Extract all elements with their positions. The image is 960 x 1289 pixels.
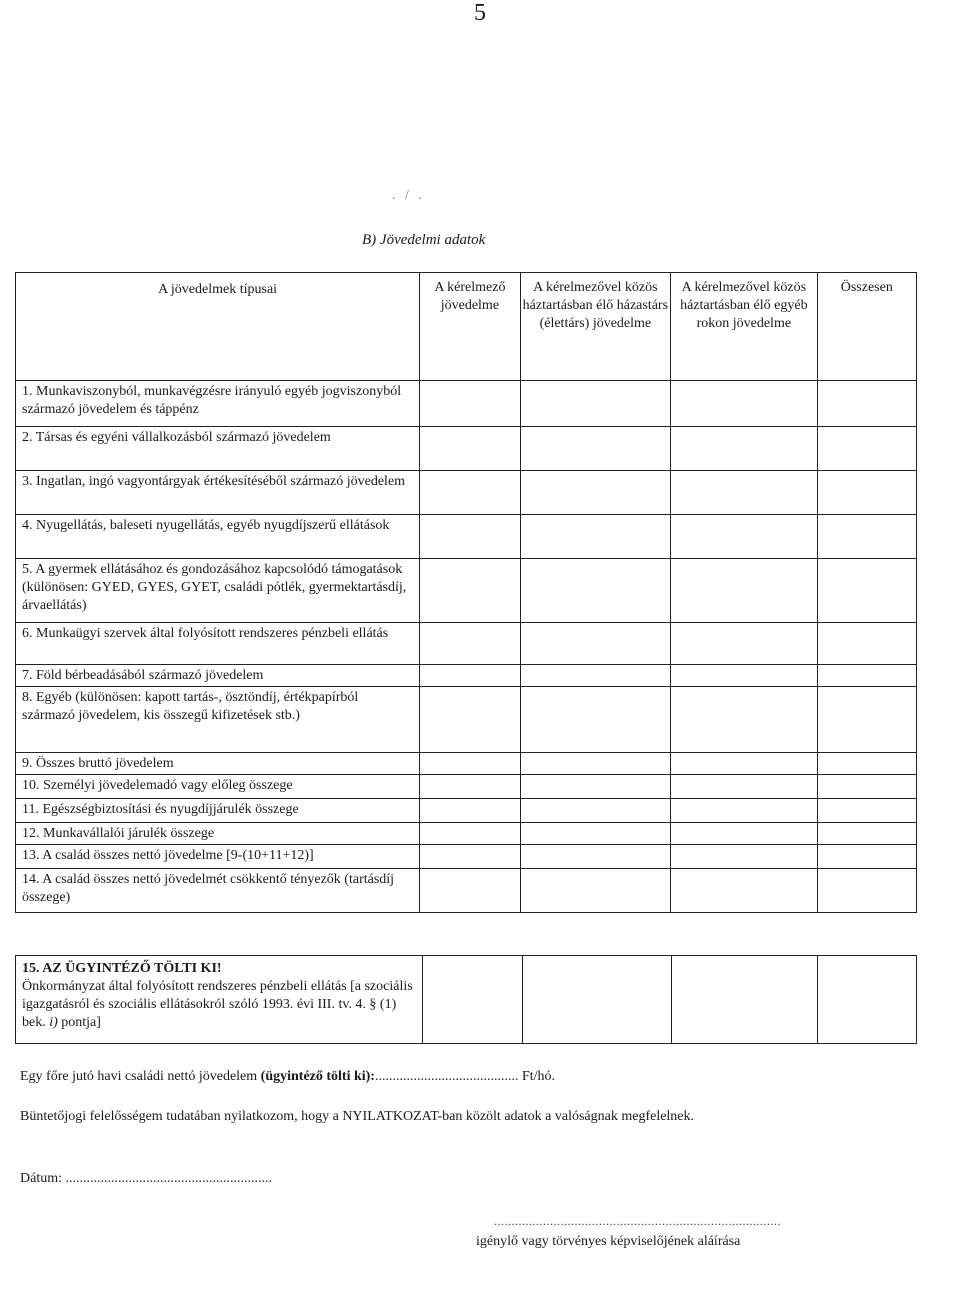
- income-row: [16, 753, 917, 775]
- header-spouse-income: A kérelmezővel közös háztartásban élő házastárs (élettárs) jövedelme: [520, 273, 670, 381]
- header-total: Összesen: [817, 273, 916, 381]
- clerk-text: Önkormányzat által folyósított rendszeres pénzbeli ellátás [a szociális igazgatásról és szociális ellátásokról szóló 1993. évi III. tv. 4. § (1) bek.: [22, 979, 413, 1030]
- income-cell-total[interactable]: [817, 823, 916, 845]
- header-income-type: A jövedelmek típusai: [16, 273, 420, 381]
- income-row-label: 8. Egyéb (különösen: kapott tartás-, ösztöndíj, értékpapírból származó jövedelem, kis összegű kifizetések stb.): [16, 687, 420, 753]
- income-row-label: 7. Föld bérbeadásából származó jövedelem: [16, 665, 420, 687]
- income-cell-applicant[interactable]: [420, 381, 521, 427]
- per-capita-dots[interactable]: .........................................: [374, 1069, 519, 1084]
- income-cell-relative[interactable]: [671, 665, 818, 687]
- income-rows: [16, 381, 917, 913]
- income-row-label: 5. A gyermek ellátásához és gondozásához kapcsolódó támogatások (különösen: GYED, GYES, GYET, családi pótlék, gyermektartásdíj, árvaellátás): [16, 559, 420, 623]
- income-row: [16, 823, 917, 845]
- income-row-label: 2. Társas és egyéni vállalkozásból származó jövedelem: [16, 427, 420, 471]
- income-cell-applicant[interactable]: [420, 427, 521, 471]
- clerk-cell-applicant[interactable]: [423, 956, 523, 1044]
- signature-label: igénylő vagy törvényes képviselőjének aláírása: [476, 1234, 741, 1249]
- income-row-label: 12. Munkavállalói járulék összege: [16, 823, 420, 845]
- per-capita-line: [20, 1068, 555, 1086]
- clerk-cell-total[interactable]: [818, 956, 917, 1044]
- income-cell-total[interactable]: [817, 665, 916, 687]
- income-row: [16, 623, 917, 665]
- income-row: [16, 687, 917, 753]
- page-number: 5: [474, 0, 486, 26]
- signature-dots[interactable]: ..................................................................................: [494, 1214, 781, 1228]
- income-row: [16, 427, 917, 471]
- income-cell-relative[interactable]: [671, 471, 818, 515]
- income-cell-applicant[interactable]: [420, 665, 521, 687]
- income-cell-applicant[interactable]: [420, 753, 521, 775]
- income-row-label: 3. Ingatlan, ingó vagyontárgyak értékesítéséből származó jövedelem: [16, 471, 420, 515]
- income-cell-applicant[interactable]: [420, 471, 521, 515]
- income-cell-spouse[interactable]: [520, 623, 670, 665]
- income-cell-applicant[interactable]: [420, 623, 521, 665]
- income-cell-relative[interactable]: [671, 427, 818, 471]
- income-cell-spouse[interactable]: [520, 869, 670, 913]
- date-dots[interactable]: ...........................................................: [65, 1171, 272, 1186]
- income-cell-relative[interactable]: [671, 687, 818, 753]
- income-cell-total[interactable]: [817, 687, 916, 753]
- income-cell-spouse[interactable]: [520, 845, 670, 869]
- per-capita-label: Egy főre jutó havi családi nettó jövedelem: [20, 1069, 258, 1084]
- income-row: [16, 515, 917, 559]
- income-cell-spouse[interactable]: [520, 687, 670, 753]
- income-cell-spouse[interactable]: [520, 753, 670, 775]
- header-relative-income: A kérelmezővel közös háztartásban élő egyéb rokon jövedelme: [671, 273, 818, 381]
- income-cell-spouse[interactable]: [520, 665, 670, 687]
- income-cell-relative[interactable]: [671, 559, 818, 623]
- declaration-text: Büntetőjogi felelősségem tudatában nyilatkozom, hogy a NYILATKOZAT-ban közölt adatok a valóságnak megfelelnek.: [20, 1109, 695, 1124]
- income-cell-total[interactable]: [817, 471, 916, 515]
- income-row: [16, 845, 917, 869]
- income-cell-total[interactable]: [817, 559, 916, 623]
- income-cell-total[interactable]: [817, 845, 916, 869]
- income-row-label: 1. Munkaviszonyból, munkavégzésre irányuló egyéb jogviszonyból származó jövedelem és táppénz: [16, 381, 420, 427]
- income-cell-total[interactable]: [817, 799, 916, 823]
- income-cell-relative[interactable]: [671, 753, 818, 775]
- income-row: [16, 471, 917, 515]
- income-cell-relative[interactable]: [671, 623, 818, 665]
- clerk-heading: 15. AZ ÜGYINTÉZŐ TÖLTI KI!: [22, 961, 222, 976]
- income-cell-total[interactable]: [817, 427, 916, 471]
- income-cell-spouse[interactable]: [520, 381, 670, 427]
- income-row: [16, 799, 917, 823]
- income-cell-total[interactable]: [817, 869, 916, 913]
- income-cell-relative[interactable]: [671, 823, 818, 845]
- income-cell-relative[interactable]: [671, 381, 818, 427]
- income-cell-applicant[interactable]: [420, 799, 521, 823]
- income-cell-spouse[interactable]: [520, 775, 670, 799]
- per-capita-note: (ügyintéző tölti ki):: [260, 1069, 375, 1084]
- income-row: [16, 869, 917, 913]
- income-cell-spouse[interactable]: [520, 515, 670, 559]
- section-title: B) Jövedelmi adatok: [362, 232, 486, 248]
- income-cell-total[interactable]: [817, 381, 916, 427]
- income-row-label: 10. Személyi jövedelemadó vagy előleg összege: [16, 775, 420, 799]
- income-cell-relative[interactable]: [671, 869, 818, 913]
- income-row-label: 11. Egészségbiztosítási és nyugdíjjárulék összege: [16, 799, 420, 823]
- income-cell-applicant[interactable]: [420, 775, 521, 799]
- income-table: [15, 272, 917, 913]
- income-row: [16, 665, 917, 687]
- income-cell-total[interactable]: [817, 623, 916, 665]
- income-cell-spouse[interactable]: [520, 823, 670, 845]
- income-cell-relative[interactable]: [671, 845, 818, 869]
- clerk-row-label: [16, 956, 423, 1044]
- income-row: [16, 775, 917, 799]
- income-cell-spouse[interactable]: [520, 427, 670, 471]
- clerk-table: [15, 955, 917, 1044]
- income-cell-spouse[interactable]: [520, 471, 670, 515]
- clerk-text-end: pontja]: [61, 1015, 101, 1030]
- income-cell-total[interactable]: [817, 775, 916, 799]
- clerk-cell-spouse[interactable]: [522, 956, 672, 1044]
- income-cell-relative[interactable]: [671, 775, 818, 799]
- income-row-label: 6. Munkaügyi szervek által folyósított rendszeres pénzbeli ellátás: [16, 623, 420, 665]
- income-row-label: 14. A család összes nettó jövedelmét csökkentő tényezők (tartásdíj összege): [16, 869, 420, 913]
- header-applicant-income: A kérelmező jövedelme: [420, 273, 521, 381]
- income-cell-applicant[interactable]: [420, 845, 521, 869]
- income-row: [16, 559, 917, 623]
- income-cell-total[interactable]: [817, 515, 916, 559]
- income-row-label: 13. A család összes nettó jövedelme [9-(10+11+12)]: [16, 845, 420, 869]
- income-row: [16, 381, 917, 427]
- income-cell-relative[interactable]: [671, 799, 818, 823]
- stray-mark: . / .: [392, 188, 425, 203]
- income-cell-spouse[interactable]: [520, 799, 670, 823]
- income-cell-applicant[interactable]: [420, 515, 521, 559]
- date-line: [20, 1170, 272, 1188]
- income-row-label: 9. Összes bruttó jövedelem: [16, 753, 420, 775]
- income-row-label: 4. Nyugellátás, baleseti nyugellátás, egyéb nyugdíjszerű ellátások: [16, 515, 420, 559]
- clerk-cell-relative[interactable]: [672, 956, 818, 1044]
- income-cell-applicant[interactable]: [420, 869, 521, 913]
- income-cell-spouse[interactable]: [520, 559, 670, 623]
- income-cell-relative[interactable]: [671, 515, 818, 559]
- income-cell-total[interactable]: [817, 753, 916, 775]
- income-cell-applicant[interactable]: [420, 687, 521, 753]
- income-cell-applicant[interactable]: [420, 823, 521, 845]
- per-capita-unit: Ft/hó.: [521, 1069, 556, 1084]
- date-label: Dátum:: [20, 1171, 62, 1186]
- clerk-text-italic: i): [49, 1015, 58, 1030]
- income-cell-applicant[interactable]: [420, 559, 521, 623]
